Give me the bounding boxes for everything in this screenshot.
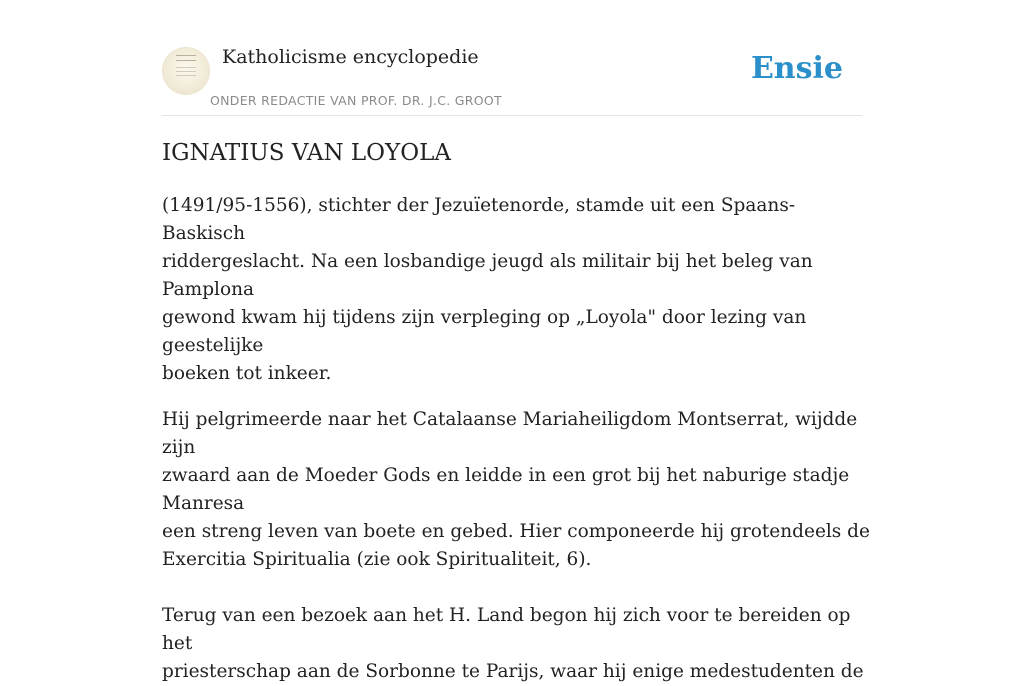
paragraph-line: zwaard aan de Moeder Gods en leidde in een grot bij het naburige stadje Manresa bbox=[162, 465, 850, 514]
paragraph-line: Terug van een bezoek aan het H. Land begon hij zich voor te bereiden op het bbox=[162, 605, 851, 654]
cover-text-line bbox=[176, 60, 196, 61]
book-title[interactable]: Katholicisme encyclopedie bbox=[222, 46, 479, 68]
paragraph-line: een streng leven van boete en gebed. Hier componeerde hij grotendeels de bbox=[162, 521, 870, 542]
article-paragraph bbox=[162, 192, 872, 388]
paragraph-line: Hij pelgrimeerde naar het Catalaanse Mariaheiligdom Montserrat, wijdde zijn bbox=[162, 409, 858, 458]
book-cover-thumbnail[interactable] bbox=[162, 47, 210, 95]
site-header bbox=[162, 44, 862, 116]
paragraph-line: priesterschap aan de Sorbonne te Parijs, waar hij enige medestudenten de bbox=[162, 661, 864, 682]
article-title: IGNATIUS VAN LOYOLA bbox=[162, 140, 451, 166]
paragraph-line: riddergeslacht. Na een losbandige jeugd als militair bij het beleg van Pamplona bbox=[162, 251, 813, 300]
cover-text-line bbox=[176, 67, 196, 68]
ensie-logo[interactable]: Ensie bbox=[750, 51, 843, 86]
article-body bbox=[162, 192, 872, 686]
editor-credit: ONDER REDACTIE VAN PROF. DR. J.C. GROOT bbox=[210, 93, 502, 108]
cover-text-line bbox=[176, 75, 196, 76]
paragraph-line: boeken tot inkeer. bbox=[162, 363, 332, 384]
paragraph-line: gewond kwam hij tijdens zijn verpleging op „Loyola" door lezing van geestelijke bbox=[162, 307, 807, 356]
cover-text-line bbox=[176, 55, 196, 56]
article-paragraph bbox=[162, 602, 872, 686]
cover-text-line bbox=[176, 71, 196, 72]
paragraph-line: Exercitia Spiritualia (zie ook Spiritualiteit, 6). bbox=[162, 549, 592, 570]
paragraph-line: (1491/95-1556), stichter der Jezuïetenorde, stamde uit een Spaans-Baskisch bbox=[162, 195, 796, 244]
article-paragraph bbox=[162, 406, 872, 574]
